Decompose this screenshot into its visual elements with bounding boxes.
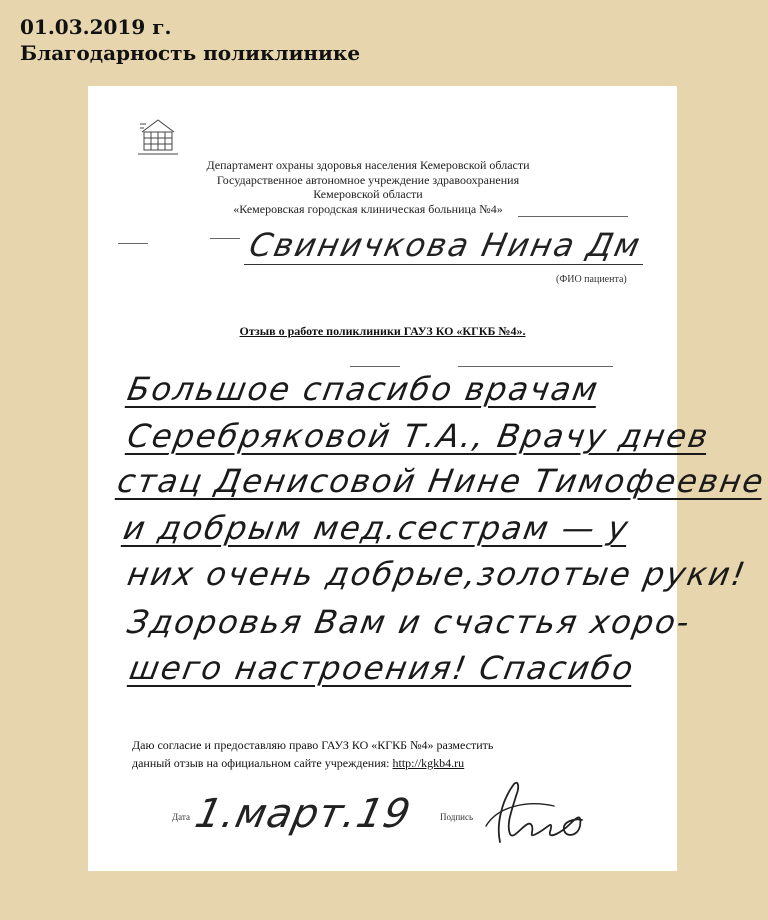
header-line: Государственное автономное учреждение здравоохранения bbox=[216, 172, 520, 187]
header-line: «Кемеровская городская клиническая больница №4» bbox=[233, 201, 503, 216]
page-caption bbox=[20, 14, 360, 66]
patient-name-caption: (ФИО пациента) bbox=[556, 274, 627, 285]
review-title-text: Отзыв о работе поликлиники ГАУЗ КО «КГКБ №4». bbox=[239, 324, 526, 338]
date-label: Дата bbox=[172, 812, 190, 822]
handwritten-line: шего настроения! Спасибо bbox=[126, 649, 638, 687]
consent-text bbox=[132, 736, 652, 772]
divider bbox=[210, 238, 240, 239]
document-header bbox=[168, 158, 568, 216]
caption-title: Благодарность поликлинике bbox=[20, 41, 361, 65]
handwritten-line: стац Денисовой Нине Тимофеевне bbox=[114, 462, 768, 500]
date-handwritten: 1.март.19 bbox=[191, 791, 416, 837]
patient-name-handwritten: Свиничкова Нина Дм bbox=[244, 226, 651, 265]
handwritten-line: Здоровья Вам и счастья хоро- bbox=[124, 603, 695, 641]
handwritten-line: них очень добрые,золотые руки! bbox=[124, 555, 750, 593]
consent-line: данный отзыв на официальном сайте учреждения: http://kgkb4.ru bbox=[132, 756, 465, 770]
handwritten-line: и добрым мед.сестрам — у bbox=[120, 509, 633, 547]
divider bbox=[518, 216, 628, 217]
divider bbox=[118, 243, 148, 244]
hospital-website-link[interactable]: http://kgkb4.ru bbox=[392, 756, 465, 770]
header-line: Департамент охраны здоровья населения Кемеровской области bbox=[206, 158, 530, 172]
divider bbox=[458, 366, 613, 367]
scanned-document bbox=[88, 86, 768, 871]
caption-date: 01.03.2019 г. bbox=[20, 15, 172, 39]
handwritten-line: Большое спасибо врачам bbox=[124, 370, 603, 408]
review-title bbox=[88, 324, 677, 339]
consent-line: Даю согласие и предоставляю право ГАУЗ КО «КГКБ №4» разместить bbox=[132, 738, 494, 752]
divider bbox=[350, 366, 400, 367]
signature-icon bbox=[458, 776, 598, 856]
signature-label: Подпись bbox=[440, 812, 474, 822]
hospital-logo-icon bbox=[134, 114, 182, 158]
handwritten-line: Серебряковой Т.А., Врачу днев bbox=[124, 417, 713, 455]
header-line: Кемеровской области bbox=[313, 187, 423, 201]
